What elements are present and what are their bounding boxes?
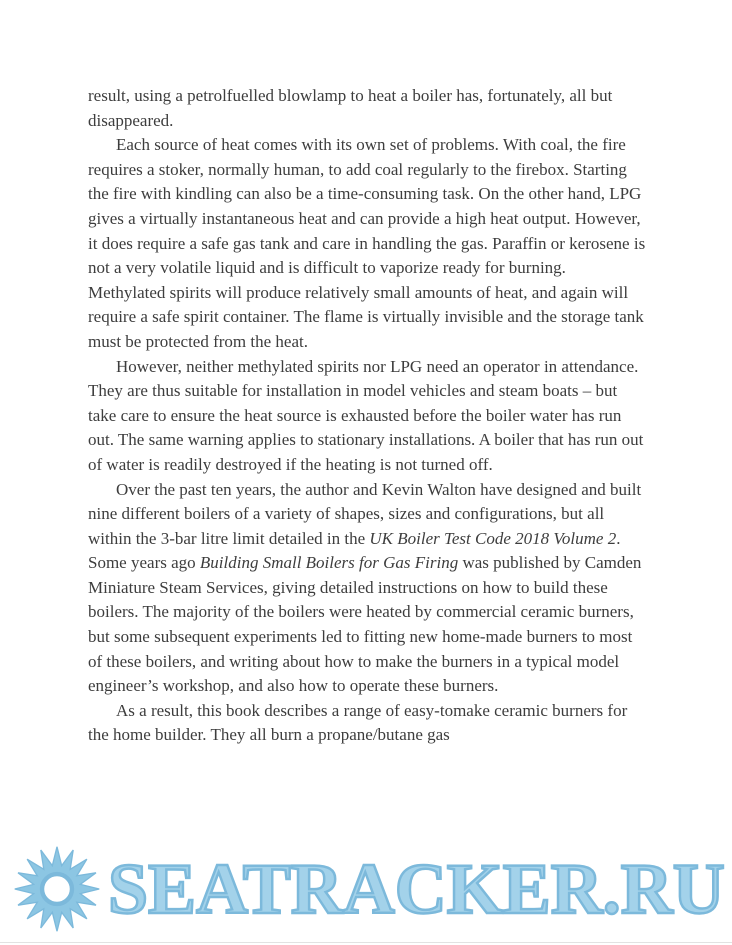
page-edge	[0, 942, 732, 943]
paragraph	[88, 355, 646, 478]
text-run: However, neither methylated spirits nor LPG need an operator in attendance. They are thus suitable for installation in model vehicles and steam boats – but take care to ensure the heat source is exhausted before the boiler water has run out. The same warning applies to stationary installations. A boiler that has run out of water is readily destroyed if the heating is not turned off.	[88, 356, 644, 474]
italic-text-run: Building Small Boilers for Gas Firing	[199, 553, 459, 573]
watermark-text: SEATRACKER.RU	[108, 849, 725, 929]
italic-text-run: UK Boiler Test Code 2018 Volume 2	[369, 528, 617, 548]
text-run: result, using a petrolfuelled blowlamp to heat a boiler has, fortunately, all but disappeared.	[88, 86, 613, 130]
paragraph	[88, 699, 646, 748]
text-run: Each source of heat comes with its own set of problems. With coal, the fire requires a stoker, normally human, to add coal regularly to the firebox. Starting the fire with kindling can also be a time-consuming task. On the other hand, LPG gives a virtually instantaneous heat and can provide a high heat output. However, it does require a safe gas tank and care in handling the gas. Paraffin or kerosene is not a very volatile liquid and is difficult to vaporize ready for burning. Methylated spirits will produce relatively small amounts of heat, and again will require a safe spirit container. The flame is virtually invisible and the storage tank must be protected from the heat.	[88, 135, 646, 351]
page-text	[88, 84, 646, 748]
paragraph	[88, 84, 646, 133]
text-run: As a result, this book describes a range of easy-tomake ceramic burners for the home builder. They all burn a propane/butane gas	[88, 700, 628, 745]
sun-icon	[12, 845, 102, 933]
text-run: . Some years ago	[88, 528, 621, 573]
paragraph	[88, 133, 646, 354]
text-run: Over the past ten years, the author and Kevin Walton have designed and built nine different boilers of a variety of shapes, sizes and configurations, but all within the 3-bar litre limit detailed in the	[88, 479, 642, 548]
watermark	[0, 843, 732, 935]
text-run: was published by Camden Miniature Steam Services, giving detailed instructions on how to build these boilers. The majority of the boilers were heated by commercial ceramic burners, but some subsequent experiments led to fitting new home-made burners to most of these boilers, and writing about how to make the burners in a typical model engineer’s workshop, and also how to operate these burners.	[88, 553, 642, 696]
paragraph	[88, 478, 646, 699]
